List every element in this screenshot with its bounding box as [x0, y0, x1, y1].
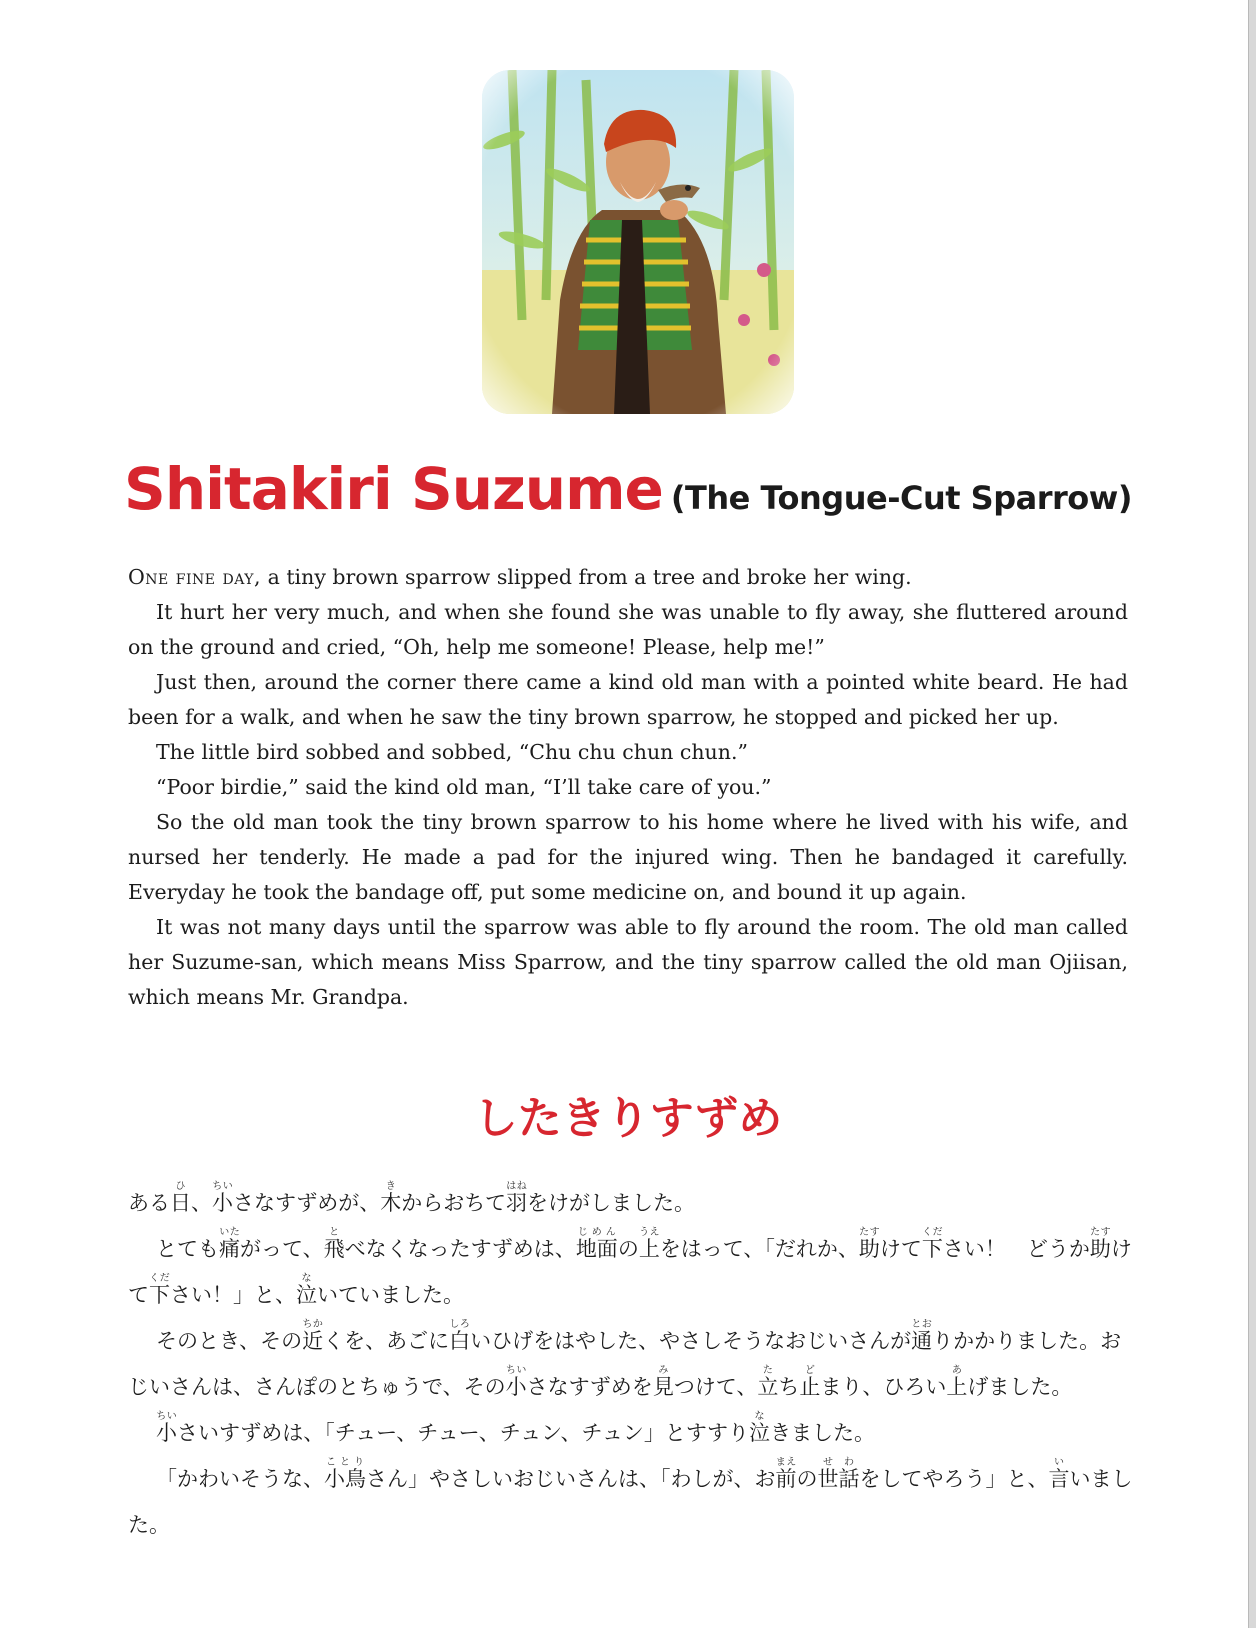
japanese-text-run: ある	[128, 1191, 170, 1215]
japanese-text-run: まり、ひろい	[820, 1375, 947, 1399]
furigana-reading: な	[296, 1273, 317, 1284]
japanese-text-run: さん」やさしいおじいさんは、「わしが、お	[366, 1467, 776, 1491]
furigana-word: 助たす	[1089, 1227, 1111, 1261]
furigana-reading: ちい	[505, 1365, 527, 1376]
furigana-word: 泣な	[296, 1273, 317, 1307]
furigana-reading: はね	[506, 1181, 528, 1192]
furigana-word: 小ちい	[505, 1365, 527, 1399]
furigana-reading: いた	[219, 1227, 240, 1238]
japanese-title: したきりすずめ	[473, 1093, 783, 1144]
furigana-reading: くだ	[921, 1227, 943, 1238]
japanese-text-run: いひげをはやした、やさしそうなおじいさんが	[470, 1329, 912, 1353]
english-paragraph: It hurt her very much, and when she found she was unable to fly away, she fluttered around on the ground and cried, “Oh, help me someone! Please, help me!”	[128, 600, 1128, 659]
japanese-story-text	[128, 1180, 1133, 1548]
japanese-text-run: つけて、	[673, 1375, 758, 1399]
furigana-reading: たす	[858, 1227, 880, 1238]
furigana-reading: ど	[799, 1365, 821, 1376]
japanese-paragraph	[128, 1410, 1133, 1456]
japanese-text-run: さい！」と、	[170, 1283, 296, 1307]
furigana-reading: ちか	[302, 1319, 324, 1330]
japanese-text-run: げました。	[967, 1375, 1073, 1399]
japanese-text-run: けて	[128, 1237, 1132, 1307]
title-main: Shitakiri Suzume	[124, 455, 663, 523]
furigana-word: 見み	[652, 1365, 674, 1399]
japanese-paragraph	[128, 1226, 1133, 1318]
english-paragraph: The little bird sobbed and sobbed, “Chu chu chun chun.”	[156, 740, 748, 764]
title-subtitle: (The Tongue-Cut Sparrow)	[670, 479, 1132, 517]
illustration-drawing	[482, 70, 794, 414]
furigana-word: 痛いた	[219, 1227, 240, 1261]
furigana-word: 下くだ	[149, 1273, 170, 1307]
furigana-word: 飛と	[323, 1227, 345, 1261]
japanese-text-run: りかかりました。おじいさんは、さんぽのとちゅうで、その	[128, 1329, 1122, 1399]
furigana-word: 上あ	[946, 1365, 968, 1399]
english-paragraph: So the old man took the tiny brown sparrow to his home where he lived with his wife, and nursed her tenderly. He made a pad for the injured wing. Then he bandaged it carefully. Everyday he took the bandage off, put some medicine on, and bound it up again.	[128, 810, 1128, 904]
furigana-word: 言い	[1048, 1457, 1070, 1491]
furigana-reading: せわ	[817, 1457, 860, 1468]
furigana-reading: た	[757, 1365, 779, 1376]
furigana-reading: い	[1048, 1457, 1070, 1468]
japanese-text-run: の	[617, 1237, 639, 1261]
furigana-word: 立た	[757, 1365, 779, 1399]
japanese-text-run: きました。	[770, 1421, 876, 1445]
furigana-reading: き	[380, 1181, 402, 1192]
japanese-paragraph	[128, 1456, 1133, 1548]
japanese-text-run: の	[796, 1467, 818, 1491]
furigana-word: 通とお	[911, 1319, 933, 1353]
furigana-reading: み	[652, 1365, 674, 1376]
japanese-text-run: 「かわいそうな、	[156, 1467, 324, 1491]
japanese-text-run: をしてやろう」と、	[859, 1467, 1049, 1491]
japanese-text-run: からおちて	[401, 1191, 507, 1215]
furigana-word: 羽はね	[506, 1181, 528, 1215]
opening-smallcaps: One fine day,	[128, 565, 262, 589]
furigana-reading: な	[749, 1411, 771, 1422]
furigana-word: 下くだ	[921, 1227, 943, 1261]
japanese-text-run: ち	[778, 1375, 800, 1399]
english-paragraph-text: a tiny brown sparrow slipped from a tree and broke her wing.	[261, 565, 912, 589]
furigana-reading: ちい	[156, 1411, 177, 1422]
japanese-text-run: けて	[879, 1237, 922, 1261]
english-paragraph: “Poor birdie,” said the kind old man, “I’ll take care of you.”	[156, 775, 772, 799]
japanese-text-run: べなくなったすずめは、	[344, 1237, 576, 1261]
furigana-reading: ちい	[212, 1181, 233, 1192]
furigana-reading: じめん	[575, 1227, 618, 1238]
furigana-word: 近ちか	[302, 1319, 324, 1353]
japanese-paragraph	[128, 1180, 1133, 1226]
furigana-word: 小ちい	[156, 1411, 177, 1445]
japanese-text-run: いました。	[128, 1467, 1133, 1537]
furigana-word: 止ど	[799, 1365, 821, 1399]
english-paragraph	[128, 560, 1128, 595]
japanese-text-run: をはって、「だれか、	[659, 1237, 859, 1261]
japanese-text-run: いていました。	[317, 1283, 464, 1307]
furigana-word: 助たす	[858, 1227, 880, 1261]
furigana-reading: ことり	[324, 1457, 366, 1468]
english-paragraph: Just then, around the corner there came a kind old man with a pointed white beard. He had been for a walk, and when he saw the tiny brown sparrow, he stopped and picked her up.	[128, 670, 1128, 729]
japanese-text-run: くを、あごに	[323, 1329, 450, 1353]
japanese-text-run: さなすずめを	[526, 1375, 653, 1399]
furigana-reading: まえ	[775, 1457, 797, 1468]
japanese-text-run: そのとき、その	[156, 1329, 303, 1353]
story-title	[0, 455, 1256, 523]
japanese-text-run: をけがしました。	[527, 1191, 696, 1215]
japanese-paragraph	[128, 1318, 1133, 1410]
furigana-word: 日ひ	[170, 1181, 191, 1215]
furigana-word: 泣な	[749, 1411, 771, 1445]
furigana-reading: たす	[1089, 1227, 1111, 1238]
japanese-text-run: 、	[191, 1191, 212, 1215]
furigana-word: 地面じめん	[575, 1227, 618, 1261]
furigana-reading: とお	[911, 1319, 933, 1330]
furigana-reading: ひ	[170, 1181, 191, 1192]
english-paragraph: It was not many days until the sparrow was able to fly around the room. The old man called her Suzume-san, which means Miss Sparrow, and the tiny sparrow called the old man Ojiisan, which means Mr. Grandpa.	[128, 915, 1128, 1009]
furigana-word: 世話せわ	[817, 1457, 860, 1491]
japanese-text-run: とても	[156, 1237, 219, 1261]
furigana-word: 白しろ	[449, 1319, 471, 1353]
old-man-sparrow-illustration	[482, 70, 794, 414]
japanese-text-run: さいすずめは、「チュー、チュー、チュン、チュン」とすすり	[177, 1421, 750, 1445]
japanese-text-run: さなすずめが、	[233, 1191, 381, 1215]
furigana-word: 前まえ	[775, 1457, 797, 1491]
furigana-word: 小ちい	[212, 1181, 233, 1215]
furigana-reading: しろ	[449, 1319, 471, 1330]
english-story-text	[128, 560, 1128, 1015]
furigana-reading: くだ	[149, 1273, 170, 1284]
furigana-reading: と	[323, 1227, 345, 1238]
japanese-text-run: がって、	[240, 1237, 324, 1261]
furigana-reading: うえ	[638, 1227, 660, 1238]
furigana-reading: あ	[946, 1365, 968, 1376]
furigana-word: 小鳥ことり	[324, 1457, 366, 1491]
furigana-word: 上うえ	[638, 1227, 660, 1261]
page-edge	[1248, 0, 1256, 1628]
furigana-word: 木き	[380, 1181, 402, 1215]
japanese-text-run: さい！ どうか	[942, 1237, 1090, 1261]
